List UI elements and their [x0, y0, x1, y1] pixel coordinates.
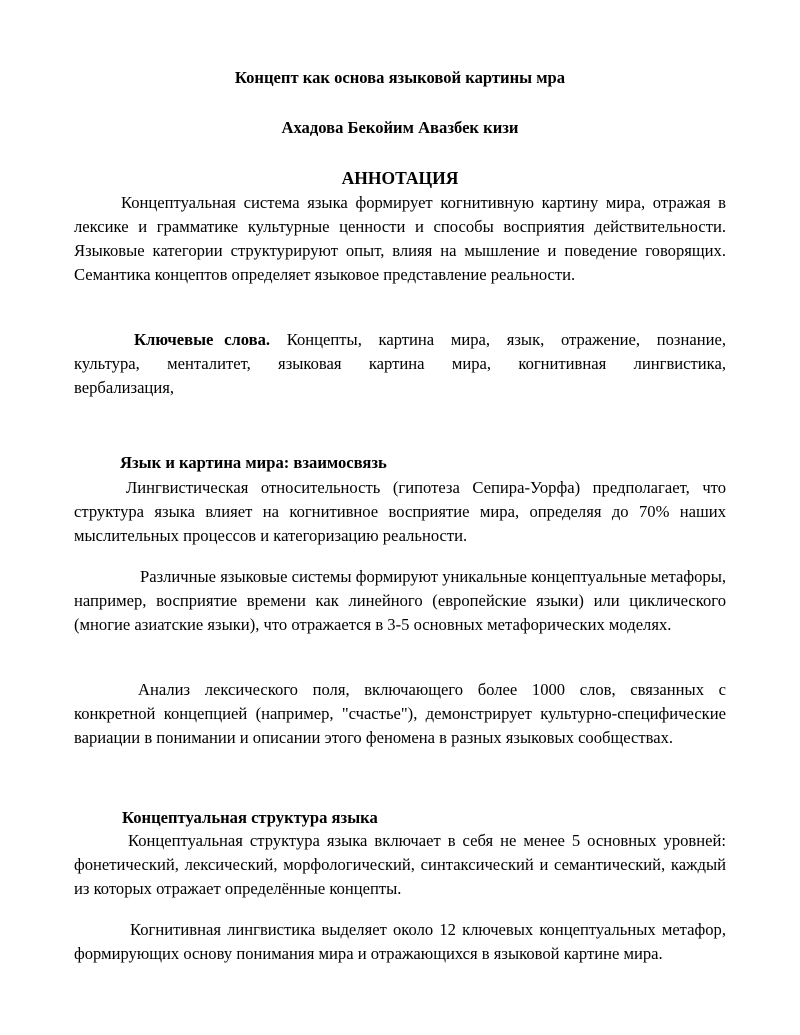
document-title: Концепт как основа языковой картины мра: [234, 68, 566, 87]
section2-paragraph: Когнитивная лингвистика выделяет около 12 ключевых концептуальных метафор, формирующих основу понимания мира и отражающихся в языковой картине мира.: [74, 920, 726, 963]
keywords-paragraph: [74, 328, 726, 400]
author-name: Ахадова Бекойим Авазбек кизи: [281, 118, 519, 137]
annotation-heading: АННОТАЦИЯ: [341, 168, 459, 188]
section1-paragraph: Лингвистическая относительность (гипотеза Сепира-Уорфа) предполагает, что структура языка влияет на когнитивное восприятие мира, определяя до 70% наших мыслительных процессов и категоризацию реальности.: [74, 478, 726, 545]
annotation-text: Концептуальная система языка формирует когнитивную картину мира, отражая в лексике и грамматике культурные ценности и способы восприятия действительности. Языковые категории структурируют опыт, влияя на мышление и поведение говорящих. Семантика концептов определяет языковое представление реальности.: [74, 193, 726, 284]
section-heading-conceptual-structure: Концептуальная структура языка: [122, 808, 378, 827]
section1-paragraph: Анализ лексического поля, включающего более 1000 слов, связанных с конкретной концепцией (например, "счастье"), демонстрирует культурно-специфические вариации в понимании и описании этого феномена в разных языковых сообществах.: [74, 680, 726, 747]
section2-paragraph: Концептуальная структура языка включает в себя не менее 5 основных уровней: фонетический, лексический, морфологический, синтаксический и семантический, каждый из которых отражает определённые концепты.: [74, 831, 726, 898]
keywords-label: Ключевые слова.: [134, 330, 271, 349]
keywords-text: Концепты, картина мира, язык, отражение, познание, культура, менталитет, языковая картина мира, когнитивная лингвистика, вербализация,: [74, 330, 727, 397]
section1-paragraph: Различные языковые системы формируют уникальные концептуальные метафоры, например, восприятие времени как линейного (европейские языки) или циклического (многие азиатские языки), что отражается в 3-5 основных метафорических моделях.: [74, 567, 726, 634]
section-heading-language-worldview: Язык и картина мира: взаимосвязь: [120, 453, 387, 472]
